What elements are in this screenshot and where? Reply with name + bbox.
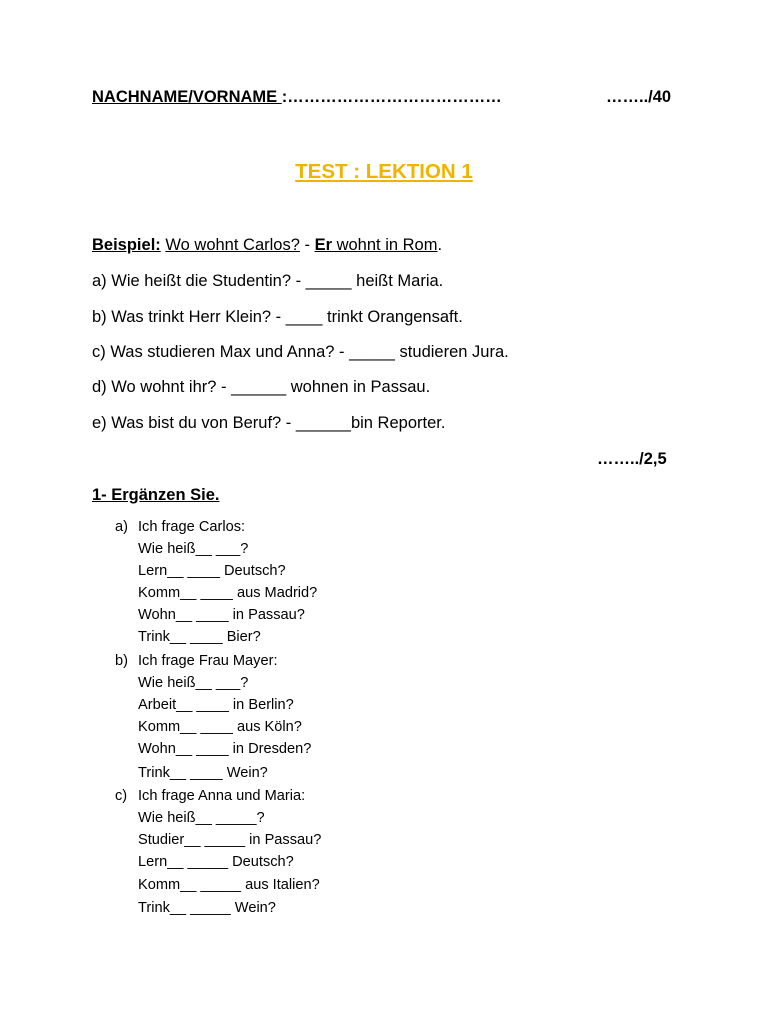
exercise-line-e: e) Was bist du von Beruf? - ______bin Reporter. bbox=[92, 414, 446, 432]
group-a-line: Lern__ ____ Deutsch? bbox=[138, 563, 286, 579]
example-line bbox=[92, 236, 442, 255]
example-label: Beispiel: bbox=[92, 236, 161, 254]
example-pronoun: Er bbox=[314, 236, 332, 254]
group-c-line: Studier__ _____ in Passau? bbox=[138, 832, 322, 848]
section-title: 1- Ergänzen Sie. bbox=[92, 486, 220, 504]
page-title: TEST : LEKTION 1 bbox=[295, 160, 473, 183]
group-b-line: Wie heiß__ ___? bbox=[138, 675, 249, 691]
example-answer: wohnt in Rom bbox=[332, 236, 438, 254]
group-heading-c: Ich frage Anna und Maria: bbox=[138, 788, 306, 804]
name-dots: :………………………………… bbox=[281, 88, 502, 106]
group-marker-a: a) bbox=[115, 519, 128, 535]
group-marker-c: c) bbox=[115, 788, 128, 804]
group-a-line: Trink__ ____ Bier? bbox=[138, 629, 261, 645]
name-label: NACHNAME/VORNAME bbox=[92, 88, 282, 106]
group-a-line: Wie heiß__ ___? bbox=[138, 541, 249, 557]
group-b-line: Komm__ ____ aus Köln? bbox=[138, 719, 302, 735]
group-a-line: Wohn__ ____ in Passau? bbox=[138, 607, 305, 623]
exercise-line-b: b) Was trinkt Herr Klein? - ____ trinkt Orangensaft. bbox=[92, 308, 463, 326]
group-heading-b: Ich frage Frau Mayer: bbox=[138, 653, 278, 669]
group-c-line: Lern__ _____ Deutsch? bbox=[138, 854, 294, 870]
group-b-line: Arbeit__ ____ in Berlin? bbox=[138, 697, 294, 713]
group-c-line: Komm__ _____ aus Italien? bbox=[138, 877, 320, 893]
group-b-line: Wohn__ ____ in Dresden? bbox=[138, 741, 312, 757]
exercise-score: ……../2,5 bbox=[597, 450, 667, 468]
example-question: Wo wohnt Carlos? bbox=[165, 236, 300, 254]
name-field bbox=[92, 88, 502, 107]
group-c-line: Wie heiß__ _____? bbox=[138, 810, 265, 826]
group-marker-b: b) bbox=[115, 653, 128, 669]
exercise-line-a: a) Wie heißt die Studentin? - _____ heißt Maria. bbox=[92, 272, 444, 290]
group-a-line: Komm__ ____ aus Madrid? bbox=[138, 585, 318, 601]
exercise-line-c: c) Was studieren Max und Anna? - _____ studieren Jura. bbox=[92, 343, 509, 361]
example-dash: - bbox=[299, 236, 315, 254]
group-b-line: Trink__ ____ Wein? bbox=[138, 765, 268, 781]
group-heading-a: Ich frage Carlos: bbox=[138, 519, 246, 535]
total-score: ……../40 bbox=[606, 88, 672, 106]
group-c-line: Trink__ _____ Wein? bbox=[138, 900, 276, 916]
exercise-line-d: d) Wo wohnt ihr? - ______ wohnen in Passau. bbox=[92, 378, 431, 396]
example-end: . bbox=[437, 236, 443, 254]
